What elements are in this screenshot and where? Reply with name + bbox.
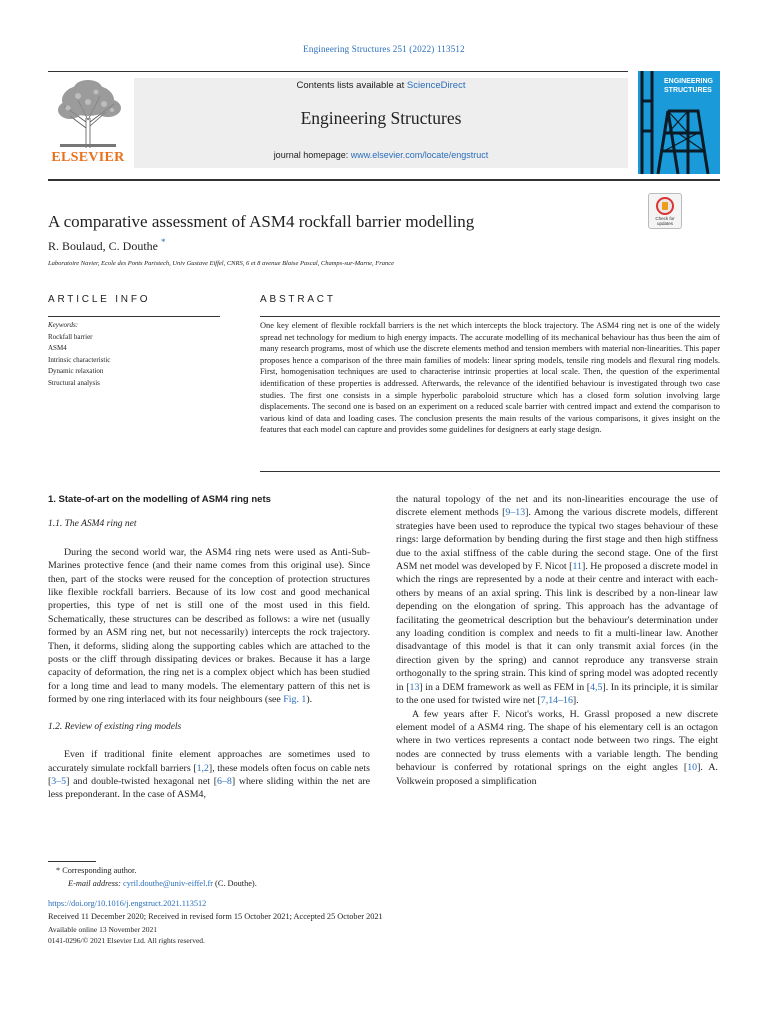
journal-title[interactable]: Engineering Structures (300, 108, 462, 128)
text-run: A few years after F. Nicot's works, H. Grassl proposed a new discrete element model of a ASM4 ring. The shape of his elementary cell is an octagon where in two vertices represents a contact node between two rings. The eight nodes are connected by truss elements with a variable length. The bending behaviour is conferred by rotational springs on the eight angles [ (396, 708, 718, 774)
body-paragraph (48, 748, 370, 802)
text-run: ] and double-twisted hexagonal net [ (66, 775, 218, 787)
citation-link[interactable]: 7,14–16 (540, 695, 573, 707)
text-run: ] where sliding within the net are less preponderant. In the case of ASM4, (48, 775, 371, 801)
text-run: ]. A. Volkwein proposed a simplification (396, 762, 718, 787)
keyword-item: Rockfall barrier (48, 332, 93, 341)
keywords-label: Keywords: (48, 321, 79, 329)
subsection-1-1-heading: 1.1. The ASM4 ring net (48, 519, 137, 530)
keyword-item: Structural analysis (48, 378, 100, 387)
text-run: ]. He proposed a discrete model in which the rings are represented by a node at their centre and interact with each-others by means of an axial spring. This link is described by a non-linear law depending on the elongation of spring. This approach has the advantage of facilitating the geometrical description but the behaviour's determination under any loading condition is complex and needs to fit a multi-linear law. Another disadvantage of this model is that it can only transmit axial forces (in the direction given by the spring) and cannot reproduce any transverse strain orthogonally to the spring strain. This kind of spring model was adopted recently in [ (396, 561, 718, 693)
check-for-updates-button[interactable] (648, 193, 682, 229)
citation-link[interactable]: 9–13 (505, 507, 526, 519)
check-updates-line2: updates (656, 221, 673, 226)
footnote-corresponding (56, 866, 136, 875)
doi-link[interactable]: https://doi.org/10.1016/j.engstruct.2021.113512 (48, 899, 207, 908)
header-rule-thick (48, 179, 720, 181)
figure-link[interactable]: Fig. 1 (283, 694, 307, 706)
body-paragraph (48, 546, 370, 707)
homepage-line (134, 150, 628, 160)
subsection-1-2-heading: 1.2. Review of existing ring models (48, 721, 182, 732)
body-paragraph (396, 708, 718, 788)
footnote-mark: * (56, 866, 61, 875)
received-dates: Received 11 December 2020; Received in revised form 15 October 2021; Accepted 25 October 2021 (48, 912, 383, 921)
available-online-date: Available online 13 November 2021 (48, 925, 157, 934)
citation-link[interactable]: 6–8 (217, 775, 232, 787)
citation-link[interactable]: 11 (572, 561, 582, 573)
journal-cover-thumbnail[interactable] (638, 71, 720, 174)
text-run: ). (306, 694, 313, 706)
text-run: Even if traditional finite element approaches are sometimes used to accurately simulate rockfall barriers [ (48, 749, 370, 774)
citation-link[interactable]: 13 (409, 681, 420, 693)
footnote-email (68, 879, 257, 888)
citation-link[interactable]: 4,5 (590, 681, 603, 693)
sciencedirect-link[interactable]: ScienceDirect (406, 80, 466, 91)
citation-link[interactable]: 1,2 (196, 762, 209, 774)
text-run: ]. (572, 695, 579, 707)
author-list (48, 237, 166, 254)
citation-link[interactable]: 3–5 (51, 775, 67, 787)
text-run: ]. In its principle, it is similar to the one used for twisted wire net [ (396, 681, 719, 707)
abstract-text: One key element of flexible rockfall barriers is the net which intercepts the block trajectory. The ASM4 ring net is one of the widely spread net technology for medium to high energy impacts. The accurate modelling of its mechanical behaviour has thus been the aim of many research programs, most of which use the discrete elements method and tension members with material non-linearities. This paper proposes hence a comparison of the three main families of models: linear spring models, tensile ring models and flexural ring models. First, homogenisation techniques are used to characterise intrinsic properties at local scale. Then, the question of the experimental identification of these properties is addressed. Afterwards, the relevance of the identified behaviour is investigated through two case studies. The first one consists in a simple hyperbolic paraboloid structure which has a closed form solution involving large displacements. The second one is based on an experiment on a reduced scale barrier with centred impact and extend the comparison to various kind of data and loading cases. The conclusion presents the main results of the various comparisons, it gives insight on the features that each model can capture and provides some guidelines for designers at early stage design. (260, 321, 720, 435)
text-run: ] in a DEM framework as well as FEM in [ (419, 681, 591, 693)
corresponding-author-mark[interactable]: * (161, 237, 166, 247)
email-link[interactable]: cyril.douthe@univ-eiffel.fr (123, 879, 213, 888)
footnote-rule (48, 861, 96, 862)
email-label: E-mail address: (68, 879, 121, 888)
email-suffix: (C. Douthe). (212, 879, 257, 888)
copyright-notice: 0141-0296/© 2021 Elsevier Ltd. All rights reserved. (48, 936, 205, 945)
header-rule (48, 71, 628, 72)
article-info-rule (48, 316, 220, 317)
text-run: the natural topology of the net and its non-linearities encourage the use of discrete element methods [ (396, 494, 718, 519)
check-updates-line1: Check for (655, 216, 675, 221)
keywords-list (48, 320, 220, 389)
article-title: A comparative assessment of ASM4 rockfall barrier modelling (48, 212, 475, 231)
abstract-rule-bottom (260, 471, 720, 472)
abstract-heading: ABSTRACT (260, 294, 336, 305)
keyword-item: Intrinsic characteristic (48, 355, 111, 364)
homepage-link[interactable]: www.elsevier.com/locate/engstruct (350, 150, 489, 160)
contents-line (134, 80, 628, 91)
section-1-heading: 1. State-of-art on the modelling of ASM4 ring nets (48, 494, 271, 505)
elsevier-wordmark[interactable]: ELSEVIER (51, 150, 125, 165)
body-column-left (48, 493, 370, 802)
footnote-corresponding-text: Corresponding author. (62, 866, 137, 875)
abstract-rule-top (260, 316, 720, 317)
journal-reference[interactable]: Engineering Structures 251 (2022) 113512 (303, 44, 465, 54)
author-affiliation: Laboratoire Navier, Ecole des Ponts Paristech, Univ Gustave Eiffel, CNRS, 6 et 8 avenue Blaise Pascal, Champs-sur-Marne, France (48, 260, 395, 267)
keyword-item: ASM4 (48, 344, 67, 352)
citation-link[interactable]: 10 (687, 762, 698, 774)
homepage-prefix: journal homepage: (273, 150, 351, 160)
check-updates-icon (656, 197, 674, 215)
authors-names[interactable]: R. Boulaud, C. Douthe (48, 239, 158, 253)
text-run: ], these models often focus on cable nets [ (48, 762, 370, 787)
body-paragraph (396, 493, 718, 708)
keyword-item: Dynamic relaxation (48, 367, 104, 375)
text-run: During the second world war, the ASM4 ring nets were used as Anti-Sub-Marines protective fence (and their name comes from this original use). Since then, part of the stocks were reused for the conception of protection structures like flexible rockfall barriers. Because of its low cost and good mechanical properties, this type of net is still one of the most used in this field. Schematically, these structures can be described as follows: a wire net (usually formed by an ASM ring net, but not necessarily) intercepts the rock trajectory. Then, it deforms, sliding along the supporting cables which are attached to the posts or the cliff through dissipating devices or brakes. Because it has a large capacity of deformation, the ring net is a complex object which has been studied for a long time and lead to many models. The elementary pattern of this net is formed by one ring interlaced with its four neighbours (see (48, 546, 370, 706)
body-column-right (396, 493, 718, 788)
check-updates-label (649, 216, 681, 226)
cover-title (664, 78, 716, 95)
cover-title-line2: STRUCTURES (664, 86, 712, 94)
text-run: ]. Among the various discrete models, different strategies have been used to reproduce the typical two stages behaviour of these rings: large deformation by bending during the first stage and then high stiffness due to the axial stiffness of the cable during the second stage. One of the first ASM net model was developed by F. Nicot [ (396, 507, 718, 573)
contents-prefix: Contents lists available at (296, 80, 407, 91)
cover-title-line1: ENGINEERING (664, 78, 714, 85)
article-info-heading: ARTICLE INFO (48, 294, 151, 305)
